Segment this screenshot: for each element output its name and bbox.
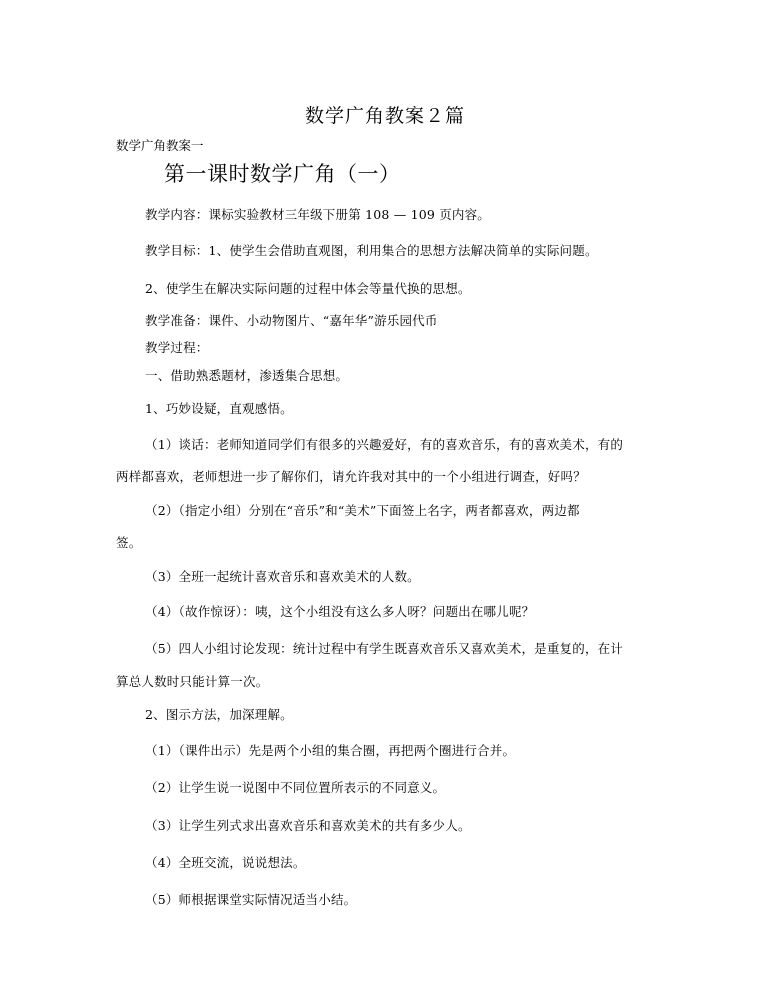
section-heading-1: 一、借助熟悉题材，渗透集合思想。 [145,368,349,383]
list-item-1-1-line-1: （1）谈话：老师知道同学们有很多的兴趣爱好，有的喜欢音乐，有的喜欢美术，有的 [145,437,624,452]
list-item-2-5: （5）师根据课堂实际情况适当小结。 [145,892,357,907]
subsection-heading-2: 2、图示方法，加深理解。 [145,707,293,722]
subsection-heading-1: 1、巧妙设疑，直观感悟。 [145,401,293,416]
list-item-2-1: （1）（课件出示）先是两个小组的集合圈，再把两个圈进行合并。 [145,743,516,758]
list-item-1-4: （4）（故作惊讶）：咦，这个小组没有这么多人呀？问题出在哪儿呢？ [145,604,535,619]
paragraph-teaching-goal-2: 2、使学生在解决实际问题的过程中体会等量代换的思想。 [145,281,471,296]
document-subtitle: 数学广角教案一 [116,138,204,153]
paragraph-teaching-goal-1: 教学目标：1、使学生会借助直观图，利用集合的思想方法解决简单的实际问题。 [145,243,598,258]
list-item-1-1-line-2: 两样都喜欢，老师想进一步了解你们，请允许我对其中的一个小组进行调查，好吗？ [116,469,586,484]
list-item-1-3: （3）全班一起统计喜欢音乐和喜欢美术的人数。 [145,569,420,584]
list-item-1-2-line-1: （2）（指定小组）分别在“音乐”和“美术”下面签上名字，两者都喜欢，两边都 [145,503,580,518]
list-item-2-4: （4）全班交流，说说想法。 [145,855,306,870]
document-title: 数学广角教案２篇 [304,105,465,127]
paragraph-teaching-process: 教学过程： [145,340,209,355]
list-item-1-5-line-2: 算总人数时只能计算一次。 [116,674,269,689]
list-item-2-3: （3）让学生列式求出喜欢音乐和喜欢美术的共有多少人。 [145,818,471,833]
list-item-1-5-line-1: （5）四人小组讨论发现：统计过程中有学生既喜欢音乐又喜欢美术，是重复的，在计 [145,641,624,656]
paragraph-teaching-content: 教学内容：课标实验教材三年级下册第 108 — 109 页内容。 [145,207,491,222]
list-item-1-2-line-2: 签。 [116,535,142,550]
list-item-2-2: （2）让学生说一说图中不同位置所表示的不同意义。 [145,780,446,795]
lesson-heading: 第一课时数学广角（一） [164,162,401,186]
paragraph-teaching-preparation: 教学准备：课件、小动物图片、“嘉年华”游乐园代币 [145,313,438,328]
